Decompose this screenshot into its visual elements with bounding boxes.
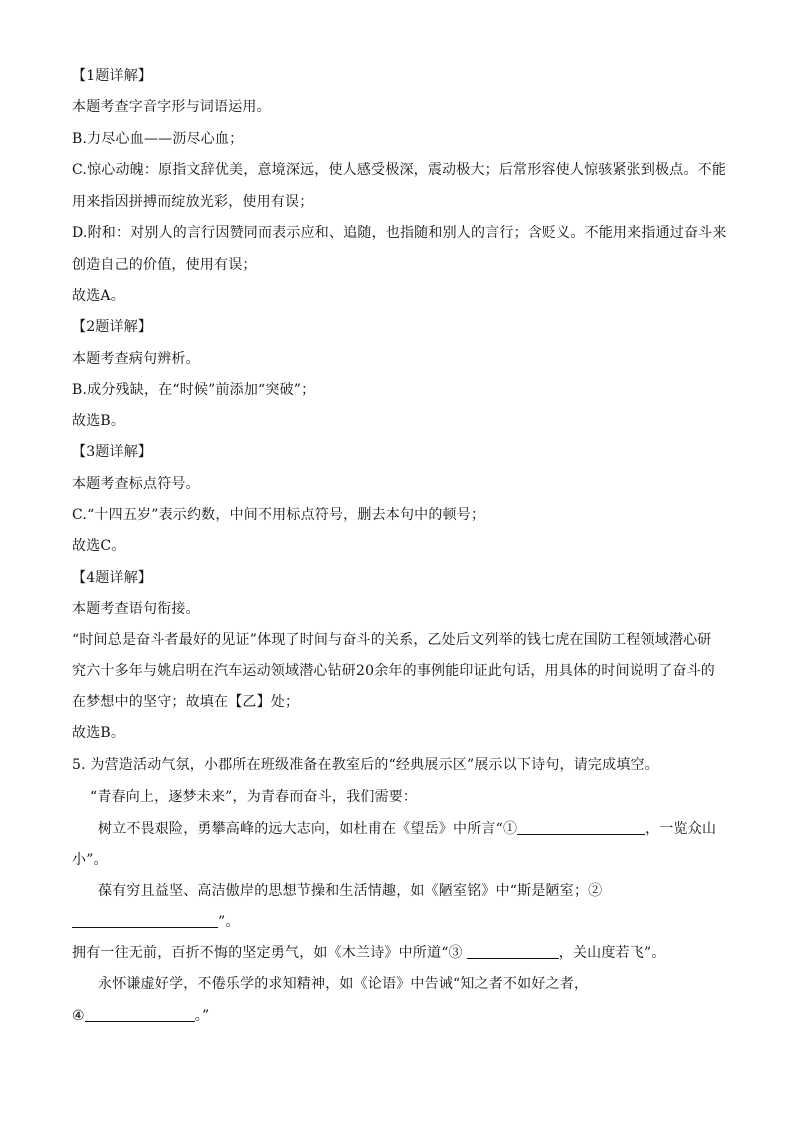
paragraph-line: C.“十四五岁”表示约数，中间不用标点符号，删去本句中的顿号；: [72, 507, 486, 523]
q5-item-4-cont: [72, 1006, 732, 1025]
answer-blank-2[interactable]: [72, 912, 218, 928]
q5-item-2: 葆有穷且益坚、高洁傲岸的思想节操和生活情趣，如《陋室铭》中“斯是陋室；②: [98, 883, 603, 899]
q5-item-4: 永怀谦虚好学，不倦乐学的求知精神，如《论语》中告诫“知之者不如好之者，: [98, 976, 589, 992]
q5-prompt: 5. 为营造活动气氛，小郡所在班级准备在教室后的“经典展示区”展示以下诗句，请完成填空。: [72, 757, 659, 773]
q5-intro: “青春向上，逐梦未来”，为青春而奋斗，我们需要：: [90, 789, 418, 805]
paragraph-line: 创造自己的价值，使用有误；: [72, 257, 257, 273]
answer-line: 故选C。: [72, 538, 126, 554]
answer-line: 故选A。: [72, 288, 125, 304]
paragraph-line: 本题考查病句辨析。: [72, 351, 200, 367]
q5-item-3-text: 拥有一往无前，百折不悔的坚定勇气，如《木兰诗》中所道“③: [72, 945, 463, 961]
q5-item-1: [98, 819, 758, 838]
paragraph-line: 在梦想中的坚守；故填在【乙】处；: [72, 694, 300, 710]
paragraph-line: B.力尽心血——沥尽心血；: [72, 131, 244, 147]
q5-item-3: [72, 943, 732, 962]
paragraph-line: B.成分残缺，在“时候”前添加“突破”；: [72, 382, 316, 398]
q3-heading: 【3题详解】: [72, 444, 153, 460]
paragraph-line: “时间总是奋斗者最好的见证”体现了时间与奋斗的关系，乙处后文列举的钱七虎在国防工程领域潜心研: [72, 632, 712, 648]
paragraph-line: 本题考查标点符号。: [72, 476, 200, 492]
q5-item-1-text: 树立不畏艰险，勇攀高峰的远大志向，如杜甫在《望岳》中所言“①: [98, 821, 518, 837]
paragraph-line: 本题考查语句衔接。: [72, 601, 200, 617]
paragraph-line: C.惊心动魄：原指文辞优美，意境深远，使人感受极深，震动极大；后常形容使人惊骇紧张到极点。不能: [72, 162, 727, 178]
paragraph-line: 究六十多年与姚启明在汽车运动领域潜心钻研20余年的事例能印证此句话，用具体的时间说明了奋斗的: [72, 663, 716, 679]
answer-line: 故选B。: [72, 725, 126, 741]
q5-item-2-tail: ”。: [218, 914, 240, 930]
q4-heading: 【4题详解】: [72, 570, 153, 586]
q5-item-1-cont: 小”。: [72, 852, 108, 868]
q5-item-1-tail: ，一览众山: [645, 821, 717, 837]
paragraph-line: 本题考查字音字形与词语运用。: [72, 99, 271, 115]
paragraph-line: D.附和：对别人的言行因赞同而表示应和、追随，也指随和别人的言行；含贬义。不能用来指通过奋斗来: [72, 225, 727, 241]
q5-item-3-tail: ，关山度若飞”。: [558, 945, 666, 961]
q5-item-4-number: ④: [72, 1008, 85, 1024]
q2-heading: 【2题详解】: [72, 319, 153, 335]
answer-blank-3[interactable]: [467, 943, 559, 959]
answer-line: 故选B。: [72, 413, 126, 429]
q5-item-4-tail: 。”: [194, 1008, 210, 1024]
paragraph-line: 用来指因拼搏而绽放光彩，使用有误；: [72, 194, 314, 210]
q1-heading: 【1题详解】: [72, 68, 153, 84]
answer-blank-1[interactable]: [517, 819, 645, 835]
q5-item-2-cont: [72, 912, 732, 931]
answer-blank-4[interactable]: [85, 1006, 195, 1022]
